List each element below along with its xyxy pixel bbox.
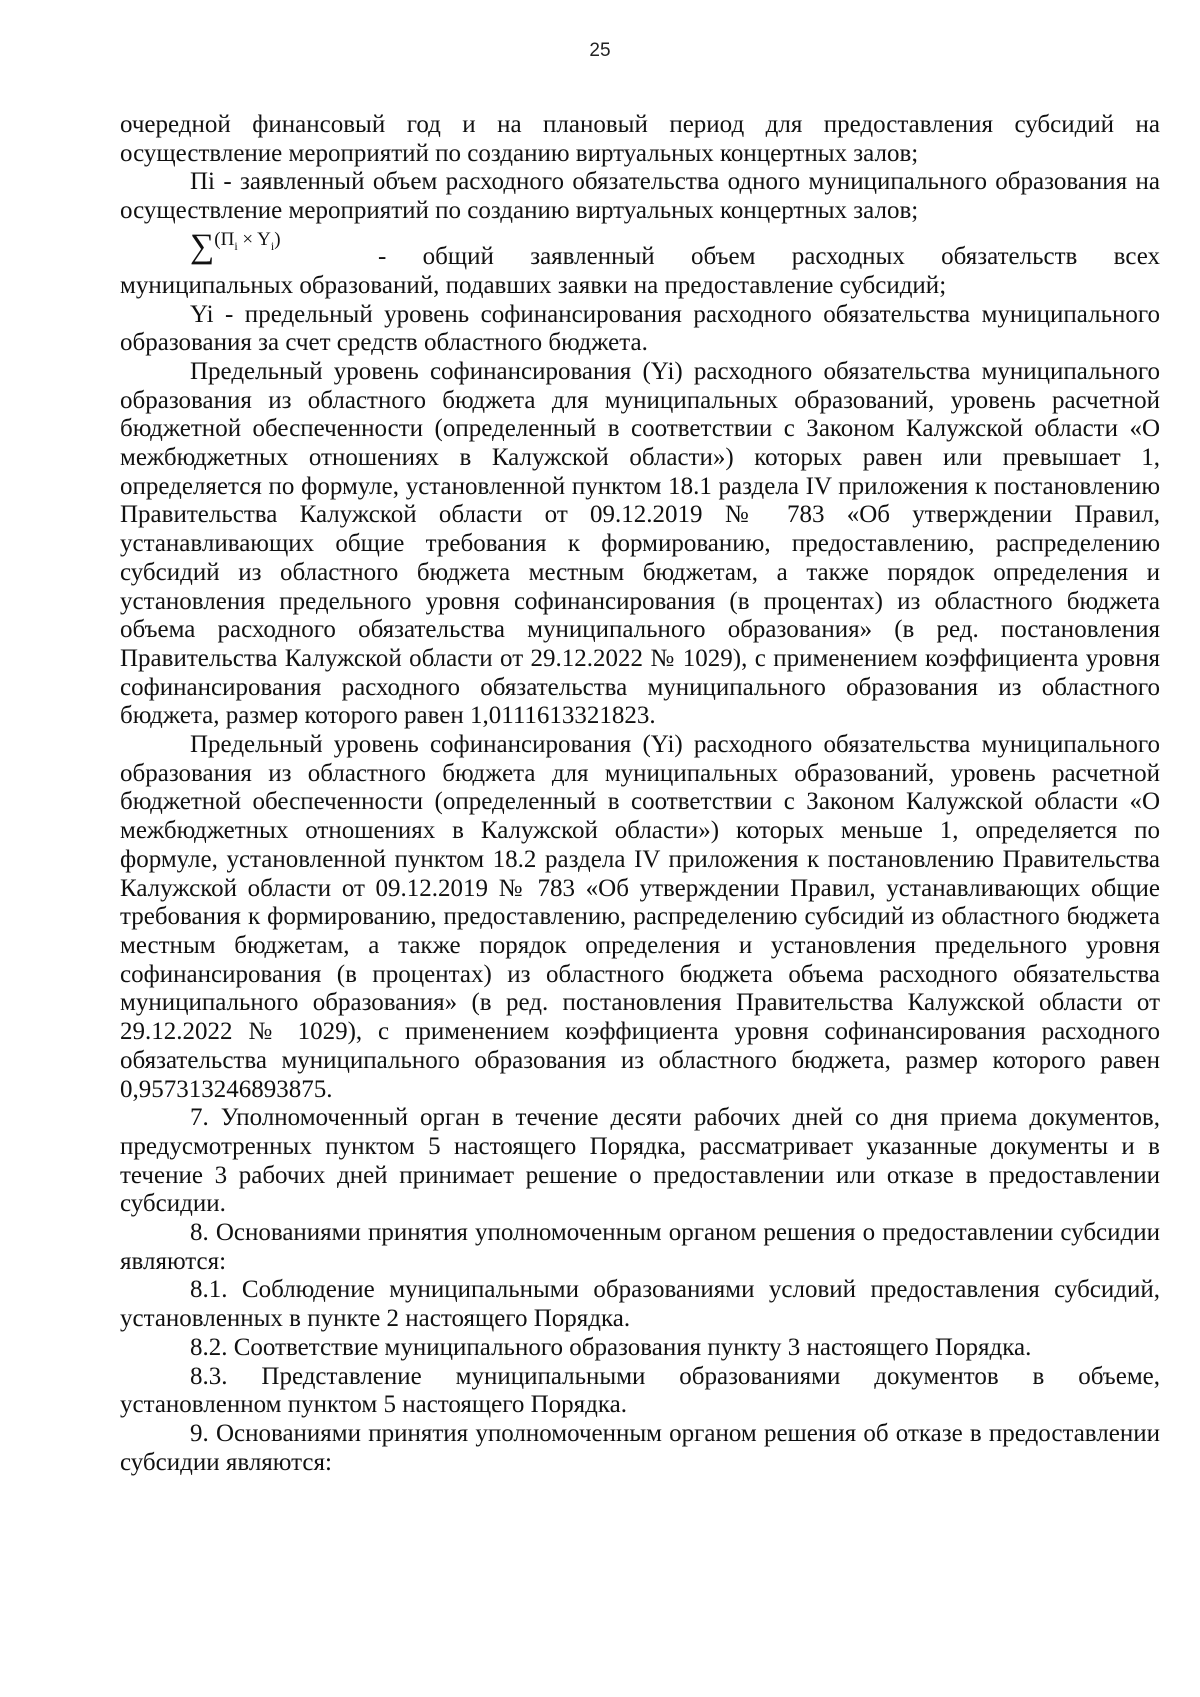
formula-line <box>120 226 1160 272</box>
paragraph-item-8-2: 8.2. Соответствие муниципального образования пункту 3 настоящего Порядка. <box>190 1333 1032 1361</box>
formula-subscript-i: i <box>234 238 238 253</box>
sum-formula <box>190 226 281 264</box>
paragraph-cofinancing-below-1: Предельный уровень софинансирования (Yi) расходного обязательства муниципального образования из областного бюджета для муниципальных образований, уровень расчетной бюджетной обеспеченности (определенный в соответствии с Законом Калужской области «О межбюджетных отношениях в Калужской области») которых меньше 1, определяется по формуле, установленной пунктом 18.2 раздела IV приложения к постановлению Правительства Калужской области от 09.12.2019 № 783 «Об утверждении Правил, устанавливающих общие требования к формированию, предоставлению, распределению субсидий из областного бюджета местным бюджетам, а также порядок определения и установления предельного уровня софинансирования (в процентах) из областного бюджета объема расходного обязательства муниципального образования» (в ред. постановления Правительства Калужской области от 29.12.2022 № 1029), с применением коэффициента уровня софинансирования расходного обязательства муниципального образования из областного бюджета, размер которого равен 0,957313246893875. <box>120 731 1160 1103</box>
paragraph-continuation: очередной финансовый год и на плановый период для предоставления субсидий на осуществление мероприятий по созданию виртуальных концертных залов; <box>120 111 1160 167</box>
paragraph-yi-definition: Yi - предельный уровень софинансирования расходного обязательства муниципального образования за счет средств областного бюджета. <box>120 300 1160 357</box>
paragraph-cofinancing-above-1: Предельный уровень софинансирования (Yi) расходного обязательства муниципального образования из областного бюджета для муниципальных образований, уровень расчетной бюджетной обеспеченности (определенный в соответствии с Законом Калужской области «О межбюджетных отношениях в Калужской области») которых равен или превышает 1, определяется по формуле, установленной пунктом 18.1 раздела IV приложения к постановлению Правительства Калужской области от 09.12.2019 № 783 «Об утверждении Правил, устанавливающих общие требования к формированию, предоставлению, распределению субсидий из областного бюджета местным бюджетам, а также порядок определения и установления предельного уровня софинансирования (в процентах) из областного бюджета объема расходного обязательства муниципального образования» (в ред. постановления Правительства Калужской области от 29.12.2022 № 1029), с применением коэффициента уровня софинансирования расходного обязательства муниципального образования из областного бюджета, размер которого равен 1,0111613321823. <box>120 357 1160 730</box>
paragraph-item-7: 7. Уполномоченный орган в течение десяти рабочих дней со дня приема документов, предусмотренных пунктом 5 настоящего Порядка, рассматривает указанные документы и в течение 3 рабочих дней принимает решение о предоставлении или отказе в предоставлении субсидии. <box>120 1104 1160 1218</box>
paragraph-pi-definition: Пi - заявленный объем расходного обязательства одного муниципального образования на осуществление мероприятий по созданию виртуальных концертных залов; <box>120 168 1160 225</box>
paragraph-item-8: 8. Основаниями принятия уполномоченным органом решения о предоставлении субсидии являются: <box>120 1219 1160 1275</box>
document-body <box>120 111 1160 1477</box>
formula-subscript-i2: i <box>270 238 275 253</box>
formula-close: ) <box>274 228 281 250</box>
paragraph-item-9: 9. Основаниями принятия уполномоченным органом решения об отказе в предоставлении субсидии являются: <box>120 1419 1160 1476</box>
paragraph-item-8-3: 8.3. Представление муниципальными образованиями документов в объеме, установленном пунктом 5 настоящего Порядка. <box>120 1362 1160 1419</box>
formula-expression: (П <box>214 228 235 250</box>
formula-times: × Y <box>237 228 271 250</box>
paragraph-item-8-1: 8.1. Соблюдение муниципальными образованиями условий предоставления субсидий, установленных в пункте 2 настоящего Порядка. <box>120 1276 1160 1333</box>
page-number: 25 <box>589 40 611 61</box>
sigma-symbol: ∑ <box>190 227 215 265</box>
formula-description: - общий заявленный объем расходных обязательств всех <box>378 243 1160 271</box>
formula-description-continuation: муниципальных образований, подавших заявки на предоставление субсидий; <box>120 271 947 299</box>
